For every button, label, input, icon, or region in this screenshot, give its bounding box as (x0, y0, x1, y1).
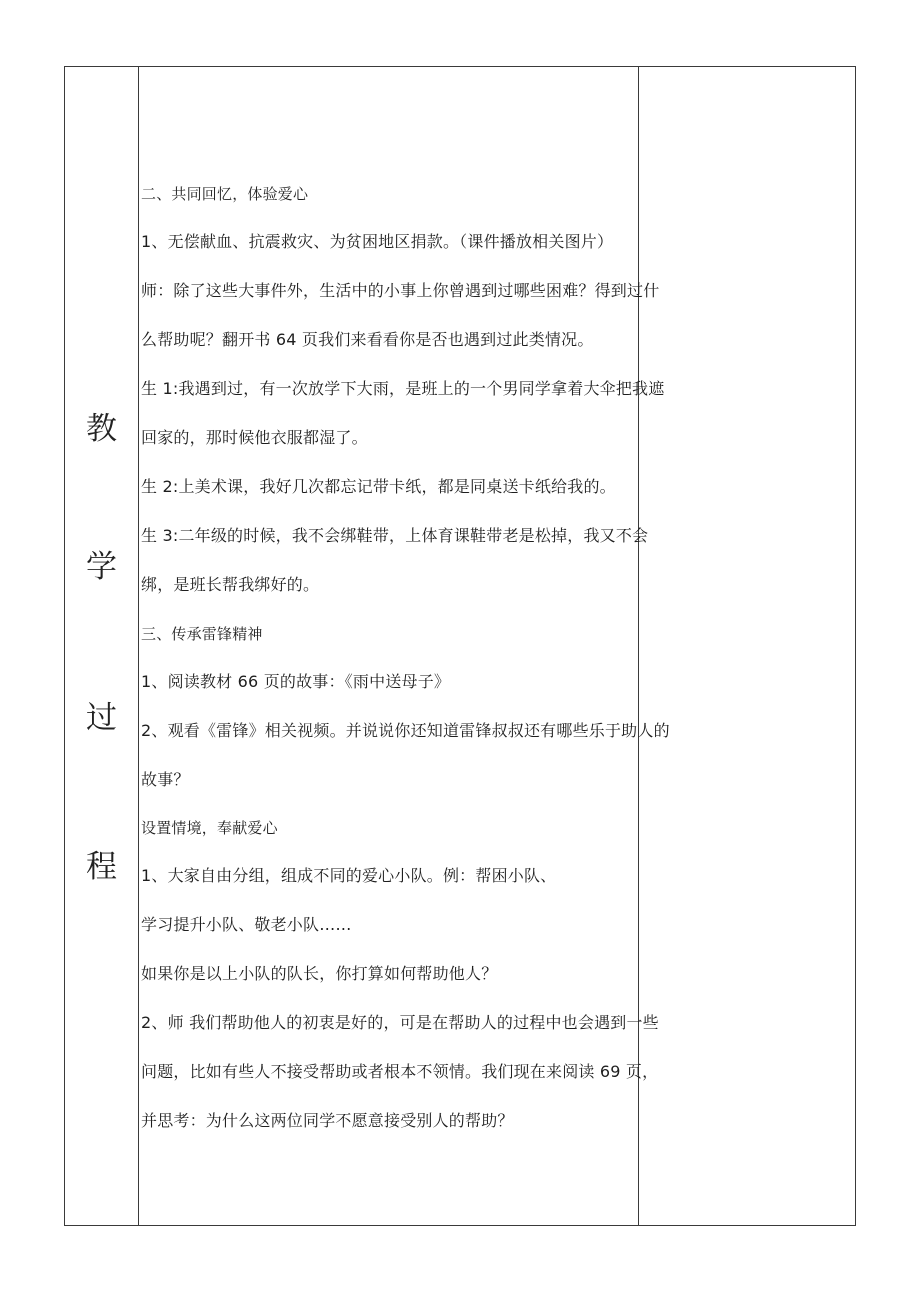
section-label-char: 教 (86, 411, 117, 447)
content-line: 1、大家自由分组，组成不同的爱心小队。例：帮困小队、 (141, 866, 557, 885)
section-label-char: 学 (86, 549, 117, 585)
content-line: 绑，是班长帮我绑好的。 (141, 575, 320, 594)
section-label-char: 过 (86, 700, 117, 736)
notes-cell (639, 67, 856, 1226)
heading-line: 设置情境，奉献爱心 (141, 819, 278, 837)
content-line: 并思考：为什么这两位同学不愿意接受别人的帮助？ (141, 1111, 514, 1130)
content-line: 2、师 我们帮助他人的初衷是好的，可是在帮助人的过程中也会遇到一些 (141, 1013, 659, 1032)
heading-line: 三、传承雷锋精神 (141, 625, 263, 643)
heading-line: 二、共同回忆，体验爱心 (141, 185, 309, 203)
content-line: 学习提升小队、敬老小队…… (141, 915, 352, 934)
section-label-char: 程 (86, 849, 117, 885)
content-line: 如果你是以上小队的队长，你打算如何帮助他人？ (141, 964, 498, 983)
content-line: 1、阅读教材 66 页的故事：《雨中送母子》 (141, 672, 451, 691)
content-line: 回家的，那时候他衣服都湿了。 (141, 428, 368, 447)
content-line: 生 2:上美术课，我好几次都忘记带卡纸，都是同桌送卡纸给我的。 (141, 477, 616, 496)
content-line: 生 3:二年级的时候，我不会绑鞋带，上体育课鞋带老是松掉，我又不会 (141, 526, 649, 545)
table-row (65, 67, 856, 1226)
content-line: 师：除了这些大事件外，生活中的小事上你曾遇到过哪些困难？得到过什 (141, 281, 660, 300)
content-line: 生 1:我遇到过，有一次放学下大雨，是班上的一个男同学拿着大伞把我遮 (141, 379, 665, 398)
content-line: 问题，比如有些人不接受帮助或者根本不领情。我们现在来阅读 69 页， (141, 1062, 659, 1081)
lesson-plan-table (64, 66, 856, 1226)
content-line: 么帮助呢？翻开书 64 页我们来看看你是否也遇到过此类情况。 (141, 330, 594, 349)
content-line: 1、无偿献血、抗震救灾、为贫困地区捐款。（课件播放相关图片） (141, 232, 614, 251)
content-line: 2、观看《雷锋》相关视频。并说说你还知道雷锋叔叔还有哪些乐于助人的 (141, 721, 670, 740)
content-line: 故事？ (141, 770, 190, 789)
lesson-content-cell (139, 67, 670, 1226)
section-label-cell (65, 67, 139, 1226)
